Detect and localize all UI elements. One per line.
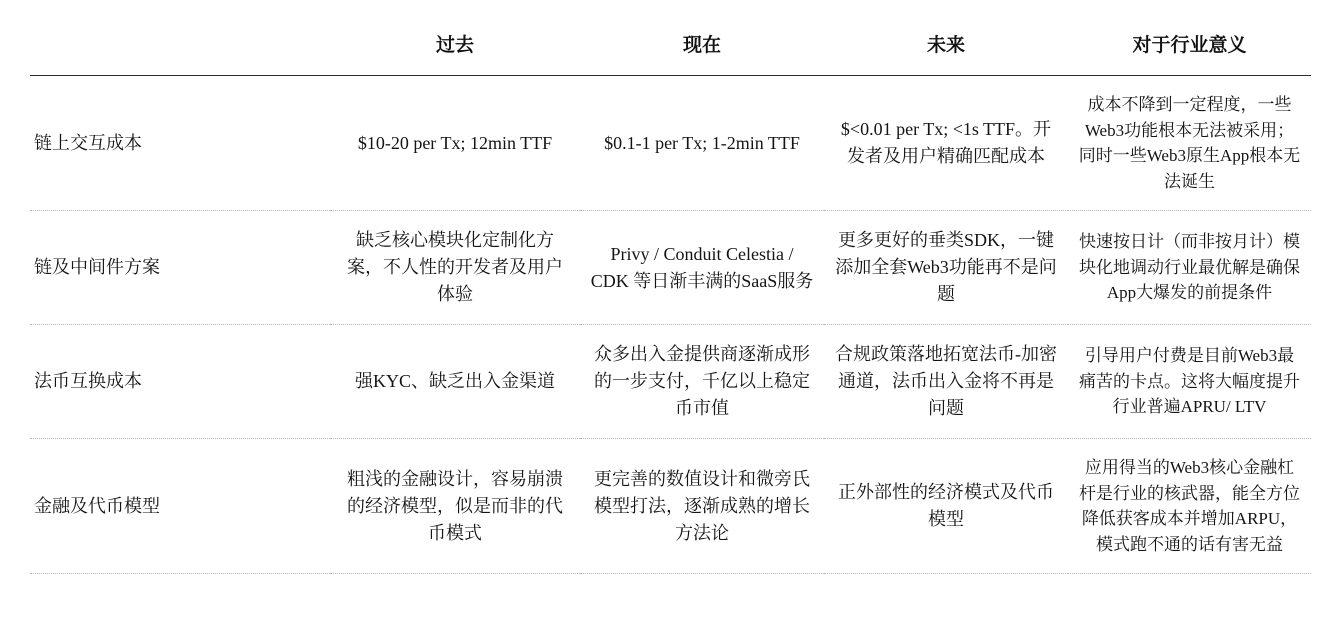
cell-future: 更多更好的垂类SDK，一键添加全套Web3功能再不是问题: [824, 211, 1068, 325]
cell-future: $<0.01 per Tx; <1s TTF。开发者及用户精确匹配成本: [824, 76, 1068, 211]
column-header-present: 现在: [580, 18, 824, 76]
cell-present: 更完善的数值设计和微旁氏模型打法，逐渐成熟的增长方法论: [580, 439, 824, 574]
cell-meaning: 应用得当的Web3核心金融杠杆是行业的核武器，能全方位降低获客成本并增加ARPU，模式跑不通的话有害无益: [1068, 439, 1311, 574]
table-body: [30, 76, 1311, 574]
table-header: [30, 18, 1311, 76]
table-row: [30, 211, 1311, 325]
cell-meaning: 引导用户付费是目前Web3最痛苦的卡点。这将大幅度提升行业普遍APRU/ LTV: [1068, 325, 1311, 439]
cell-present: $0.1-1 per Tx; 1-2min TTF: [580, 76, 824, 211]
cell-meaning: 快速按日计（而非按月计）模块化地调动行业最优解是确保App大爆发的前提条件: [1068, 211, 1311, 325]
row-label: 金融及代币模型: [30, 439, 330, 574]
cell-meaning: 成本不降到一定程度，一些Web3功能根本无法被采用；同时一些Web3原生App根本无法诞生: [1068, 76, 1311, 211]
cell-future: 正外部性的经济模式及代币模型: [824, 439, 1068, 574]
column-header-meaning: 对于行业意义: [1068, 18, 1311, 76]
cell-past: 粗浅的金融设计，容易崩溃的经济模型，似是而非的代币模式: [330, 439, 580, 574]
column-header-past: 过去: [330, 18, 580, 76]
row-label: 法币互换成本: [30, 325, 330, 439]
cell-past: $10-20 per Tx; 12min TTF: [330, 76, 580, 211]
row-label: 链上交互成本: [30, 76, 330, 211]
cell-past: 强KYC、缺乏出入金渠道: [330, 325, 580, 439]
cell-present: 众多出入金提供商逐渐成形的一步支付，千亿以上稳定币市值: [580, 325, 824, 439]
comparison-table: [30, 18, 1311, 574]
table-row: [30, 325, 1311, 439]
row-label: 链及中间件方案: [30, 211, 330, 325]
cell-future: 合规政策落地拓宽法币-加密通道，法币出入金将不再是问题: [824, 325, 1068, 439]
cell-present: Privy / Conduit Celestia / CDK 等日渐丰满的SaaS服务: [580, 211, 824, 325]
table-row: [30, 76, 1311, 211]
column-header-future: 未来: [824, 18, 1068, 76]
cell-past: 缺乏核心模块化定制化方案，不人性的开发者及用户体验: [330, 211, 580, 325]
header-row: [30, 18, 1311, 76]
column-header-dimension: [30, 18, 330, 76]
table-row: [30, 439, 1311, 574]
